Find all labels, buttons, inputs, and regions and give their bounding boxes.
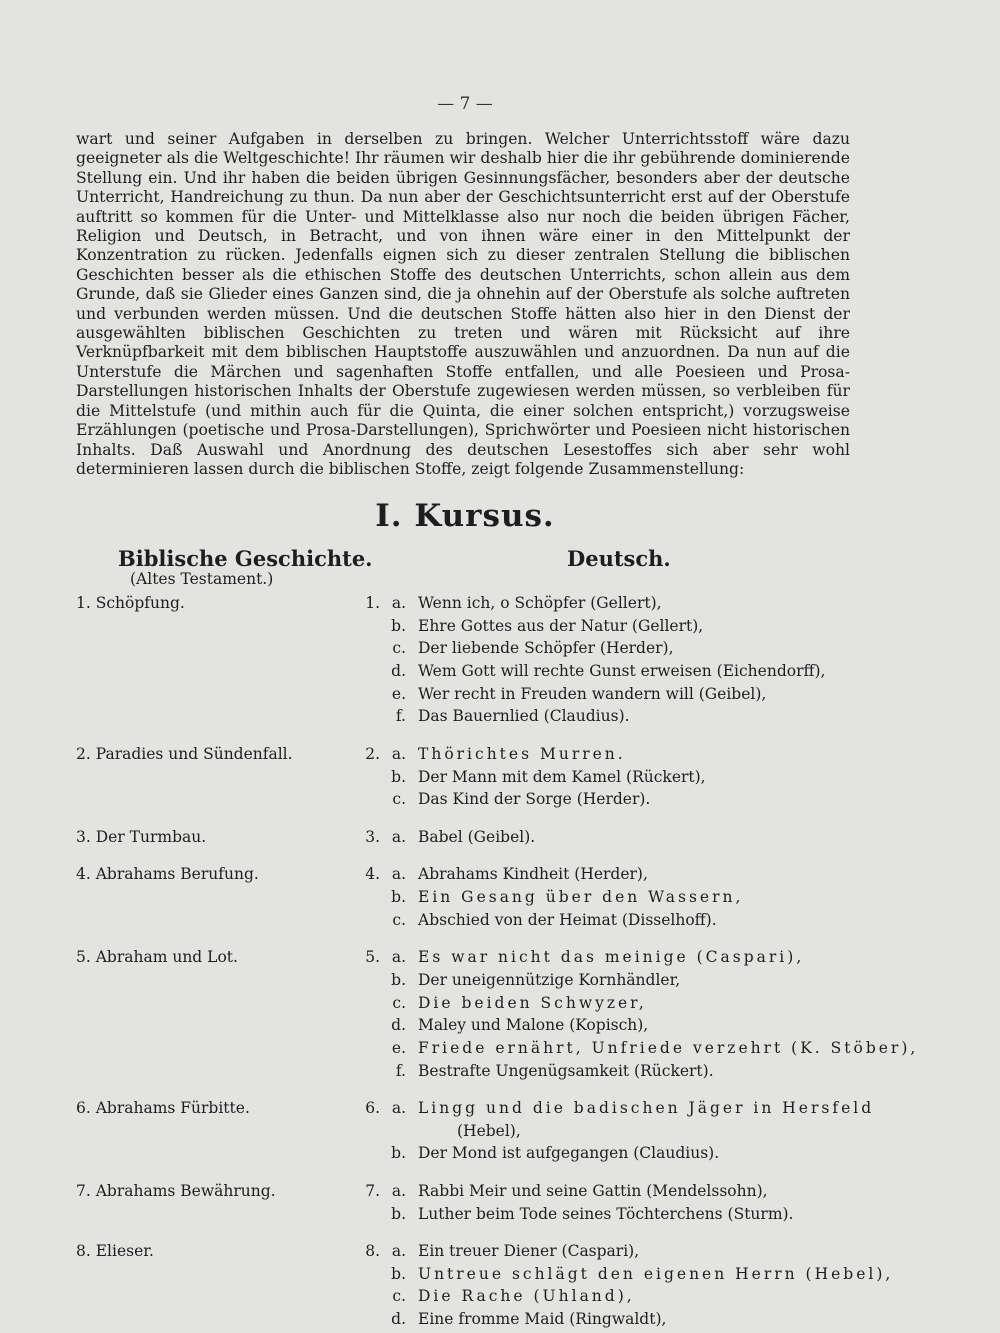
reading-title: Untreue schlägt den eigenen Herrn (Hebel), <box>418 1264 894 1283</box>
reading-letter: a. <box>391 1242 406 1261</box>
bible-story: 5. Abraham und Lot. <box>76 948 238 967</box>
reading-number: 4. <box>365 865 380 884</box>
bible-story: 6. Abrahams Fürbitte. <box>76 1099 250 1118</box>
reading-letter: c. <box>392 639 406 658</box>
entry-row <box>0 1039 1000 1062</box>
entry-row <box>0 1016 1000 1039</box>
reading-number: 1. <box>365 594 380 612</box>
reading-title: Es war nicht das meinige (Caspari), <box>418 948 805 967</box>
reading-letter: a. <box>391 1181 406 1200</box>
entries-list <box>0 594 1000 1333</box>
entry-row <box>0 662 1000 685</box>
reading-title: (Hebel), <box>457 1121 521 1140</box>
reading-title: Luther beim Tode seines Töchterchens (Sturm). <box>418 1204 794 1223</box>
reading-letter: d. <box>391 1310 406 1329</box>
entry-row <box>0 1287 1000 1310</box>
entry-row <box>0 1242 1000 1265</box>
reading-number: 7. <box>365 1181 380 1200</box>
bible-story: 3. Der Turmbau. <box>76 827 207 846</box>
entry-row <box>0 1310 1000 1333</box>
section-heading: I. Kursus. <box>375 498 555 534</box>
intro-paragraph: wart und seiner Aufgaben in derselben zu bringen. Welcher Unterrichtsstoff wäre dazu geeigneter als die Weltgeschichte! Ihr räumen wir deshalb hier die ihr gebührende dominierende Stellung ein. Und ihr haben die beiden übrigen Gesinnungsfächer, besonders aber der deutsche Unterricht, Handreichung zu thun. Da nun aber der Geschichtsunterricht erst auf der Oberstufe auftritt so kommen für die Unter- und Mittelklasse also nur noch die beiden übrigen Fächer, Religion und Deutsch, in Betracht, und von ihnen wäre einer in den Mittelpunkt der Konzentration zu rücken. Jedenfalls eignen sich zu dieser zentralen Stellung die biblischen Geschichten besser als die ethischen Stoffe des deutschen Unterrichts, schon allein aus dem Grunde, daß sie Glieder eines Ganzen sind, die ja ohnehin auf der Oberstufe als solche auftreten und verbunden werden müssen. Und die deutschen Stoffe hätten also hier in den Dienst der ausgewählten biblischen Geschichten zu treten und wären mit Rücksicht auf ihre Verknüpfbarkeit mit dem biblischen Hauptstoffe auszuwählen und anzuordnen. Da nun auf die Unterstufe die Märchen und sagenhaften Stoffe entfallen, und alle Poesieen und Prosa-Darstellungen historischen Inhalts der Oberstufe zugewiesen werden müssen, so verbleiben für die Mittelstufe (und mithin auch für die Quinta, die einer solchen entspricht,) vorzugsweise Erzählungen (poetische und Prosa-Darstellungen), Sprichwörter und Poesieen nicht historischen Inhalts. Daß Auswahl und Anordnung des deutschen Lesestoffes sich aber sehr wohl determinieren lassen durch die biblischen Stoffe, zeigt folgende Zusammenstellung: <box>76 130 850 478</box>
reading-title: Die beiden Schwyzer, <box>418 993 647 1012</box>
page-number: — 7 — <box>437 94 493 114</box>
reading-title: Wem Gott will rechte Gunst erweisen (Eichendorff), <box>418 662 826 681</box>
reading-title: Wer recht in Freuden wandern will (Geibel), <box>418 684 767 703</box>
left-column-subtitle: (Altes Testament.) <box>130 570 274 588</box>
reading-number: 3. <box>365 827 380 846</box>
reading-letter: a. <box>391 594 406 612</box>
entry-row <box>0 1265 1000 1288</box>
reading-title: Der liebende Schöpfer (Herder), <box>418 639 674 658</box>
reading-letter: d. <box>391 1016 406 1035</box>
entry-row <box>0 1122 1000 1145</box>
reading-title: Der Mann mit dem Kamel (Rückert), <box>418 767 706 786</box>
reading-letter: c. <box>392 993 406 1012</box>
right-column-title: Deutsch. <box>567 546 671 571</box>
reading-title: Lingg und die badischen Jäger in Hersfeld <box>418 1099 875 1118</box>
reading-letter: a. <box>391 1099 406 1118</box>
reading-title: Maley und Malone (Kopisch), <box>418 1016 649 1035</box>
bible-story: 7. Abrahams Bewährung. <box>76 1181 276 1200</box>
reading-title: Ein treuer Diener (Caspari), <box>418 1242 640 1261</box>
reading-title: Bestrafte Ungenügsamkeit (Rückert). <box>418 1061 714 1080</box>
reading-letter: b. <box>391 887 406 906</box>
reading-title: Ein Gesang über den Wassern, <box>418 887 744 906</box>
reading-number: 8. <box>365 1242 380 1261</box>
entry-row <box>0 948 1000 971</box>
reading-letter: b. <box>391 970 406 989</box>
reading-letter: f. <box>395 1061 406 1080</box>
entry-row <box>0 639 1000 662</box>
left-column-title: Biblische Geschichte. <box>118 546 373 571</box>
reading-letter: b. <box>391 616 406 635</box>
entry-row <box>0 1205 1000 1228</box>
reading-letter: f. <box>395 707 406 726</box>
reading-title: Der Mond ist aufgegangen (Claudius). <box>418 1144 720 1163</box>
reading-letter: a. <box>391 827 406 846</box>
entry-row <box>0 1182 1000 1205</box>
reading-letter: a. <box>391 865 406 884</box>
entry-row <box>0 768 1000 791</box>
reading-letter: c. <box>392 1287 406 1306</box>
reading-number: 6. <box>365 1099 380 1118</box>
entry-row <box>0 911 1000 934</box>
entry-row <box>0 745 1000 768</box>
entry-row <box>0 685 1000 708</box>
entry-row <box>0 790 1000 813</box>
reading-letter: e. <box>391 684 406 703</box>
reading-title: Abschied von der Heimat (Disselhoff). <box>418 910 717 929</box>
reading-title: Das Bauernlied (Claudius). <box>418 707 630 726</box>
entry-row <box>0 1144 1000 1167</box>
entry-row <box>0 1062 1000 1085</box>
reading-title: Wenn ich, o Schöpfer (Gellert), <box>418 594 662 612</box>
entry-row <box>0 1099 1000 1122</box>
entry-row <box>0 971 1000 994</box>
reading-letter: c. <box>392 910 406 929</box>
reading-title: Abrahams Kindheit (Herder), <box>418 865 648 884</box>
bible-story: 1. Schöpfung. <box>76 594 185 612</box>
reading-letter: b. <box>391 1204 406 1223</box>
entry-row <box>0 594 1000 617</box>
entry-row <box>0 707 1000 730</box>
entry-row <box>0 865 1000 888</box>
reading-title: Die Rache (Uhland), <box>418 1287 635 1306</box>
entry-row <box>0 617 1000 640</box>
reading-letter: a. <box>391 744 406 763</box>
reading-title: Friede ernährt, Unfriede verzehrt (K. Stöber), <box>418 1038 919 1057</box>
reading-letter: e. <box>391 1038 406 1057</box>
reading-letter: a. <box>391 948 406 967</box>
reading-letter: d. <box>391 662 406 681</box>
reading-number: 2. <box>365 744 380 763</box>
reading-title: Eine fromme Maid (Ringwaldt), <box>418 1310 667 1329</box>
reading-letter: c. <box>392 790 406 809</box>
reading-letter: b. <box>391 1144 406 1163</box>
reading-title: Babel (Geibel). <box>418 827 536 846</box>
reading-letter: b. <box>391 767 406 786</box>
bible-story: 8. Elieser. <box>76 1242 154 1261</box>
reading-title: Das Kind der Sorge (Herder). <box>418 790 651 809</box>
reading-number: 5. <box>365 948 380 967</box>
reading-letter: b. <box>391 1264 406 1283</box>
entry-row <box>0 888 1000 911</box>
reading-title: Rabbi Meir und seine Gattin (Mendelssohn), <box>418 1181 768 1200</box>
entry-row <box>0 828 1000 851</box>
reading-title: Der uneigennützige Kornhändler, <box>418 970 681 989</box>
bible-story: 4. Abrahams Berufung. <box>76 865 259 884</box>
entry-row <box>0 994 1000 1017</box>
reading-title: Thörichtes Murren. <box>418 744 626 763</box>
bible-story: 2. Paradies und Sündenfall. <box>76 744 293 763</box>
reading-title: Ehre Gottes aus der Natur (Gellert), <box>418 616 704 635</box>
